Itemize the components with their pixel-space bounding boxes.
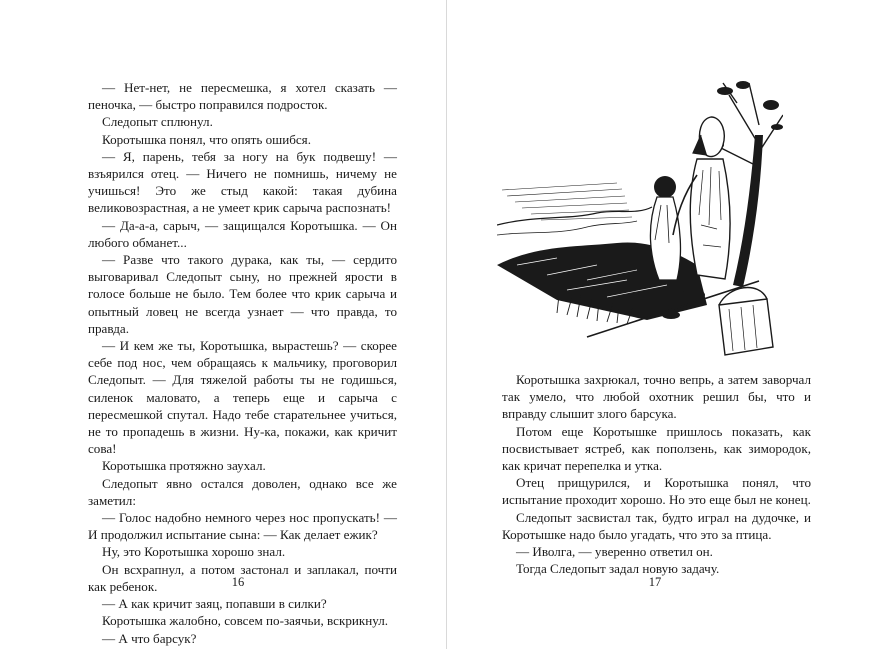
right-page: [447, 0, 895, 649]
paragraph: Следопыт явно остался доволен, однако все же заметил:: [88, 475, 397, 508]
tree-branches: [719, 83, 783, 165]
paragraph: — Нет-нет, не пересмешка, я хотел сказать — пеночка, — быстро поправился подросток.: [88, 80, 397, 113]
paragraph: Тогда Следопыт задал новую задачу.: [516, 561, 720, 577]
paragraph: — Я, парень, тебя за ногу на бук подвешу! — взъярился отец. — Ничего не помнишь, ничему не учишься! Это же стыд какой: такая дубина великовозрастная, а не умеет крик сарыча распознать!: [88, 148, 397, 216]
paragraph: Ну, это Коротышка хорошо знал.: [102, 544, 286, 560]
paragraph: — И кем же ты, Коротышка, вырастешь? — скорее себе под нос, чем обращаясь к мальчику, проговорил Следопыт. — Для тяжелой работы ты не годишься, силенок маловато, а теперь еще и сарыча с пересмешкой спутал. Надо тебе старательнее учиться, не то пропадешь в жизни. Ну-ка, покажи, как кричит сова!: [88, 338, 397, 457]
boy-figure: [650, 176, 680, 280]
father-figure: [673, 117, 730, 279]
paragraph: Коротышка жалобно, совсем по-заячьи, вскрикнул.: [102, 613, 389, 629]
page-number: 17: [648, 575, 662, 589]
left-page: [0, 0, 446, 649]
paragraph: Потом еще Коротышке пришлось показать, как посвистывает ястреб, как поползень, как зимородок, как кричат перепелка и утка.: [502, 423, 811, 474]
paragraph: — Да-а-а, сарыч, — защищался Коротышка. — Он любого обманет...: [88, 217, 397, 250]
paragraph: Коротышка протяжно заухал.: [102, 458, 266, 474]
paragraph: Отец прищурился, и Коротышка понял, что испытание проходит хорошо. Но это еще был не конец.: [502, 475, 811, 508]
paragraph: Он всхрапнул, а потом застонал и заплакал, почти как ребенок.: [88, 561, 397, 594]
paragraph: Следопыт сплюнул.: [102, 114, 213, 130]
paragraph: Коротышка понял, что опять ошибся.: [102, 131, 311, 147]
paragraph: — А что барсук?: [102, 630, 197, 646]
paragraph: Следопыт засвистал так, будто играл на дудочке, и Коротышке надо было угадать, что это за птица.: [502, 509, 811, 542]
sky-hatching: [502, 183, 632, 220]
basket: [719, 288, 773, 355]
paragraph: — Разве что такого дурака, как ты, — сердито выговаривал Следопыт сыну, но прежней ярости в голосе больше не было. Тем более что крик сарыча и опытный ловец не всегда узнает — что правда, то правда.: [88, 252, 397, 336]
paragraph: — Иволга, — уверенно ответил он.: [516, 544, 713, 560]
paragraph: Коротышка захрюкал, точно вепрь, а затем заворчал так умело, что любой охотник решил бы, что и вправду слышит злого барсука.: [502, 372, 811, 422]
paragraph: — А как кричит заяц, попавши в силки?: [102, 596, 327, 612]
right-page-text: [502, 371, 811, 577]
page-number: 16: [231, 575, 245, 589]
paragraph: — Голос надобно немного через нос пропускать! — И продолжил испытание сына: — Как делает ежик?: [88, 510, 397, 543]
illustration-hunters-on-hill: [497, 75, 783, 357]
tree-trunk: [733, 135, 763, 287]
left-page-text: [88, 79, 397, 647]
